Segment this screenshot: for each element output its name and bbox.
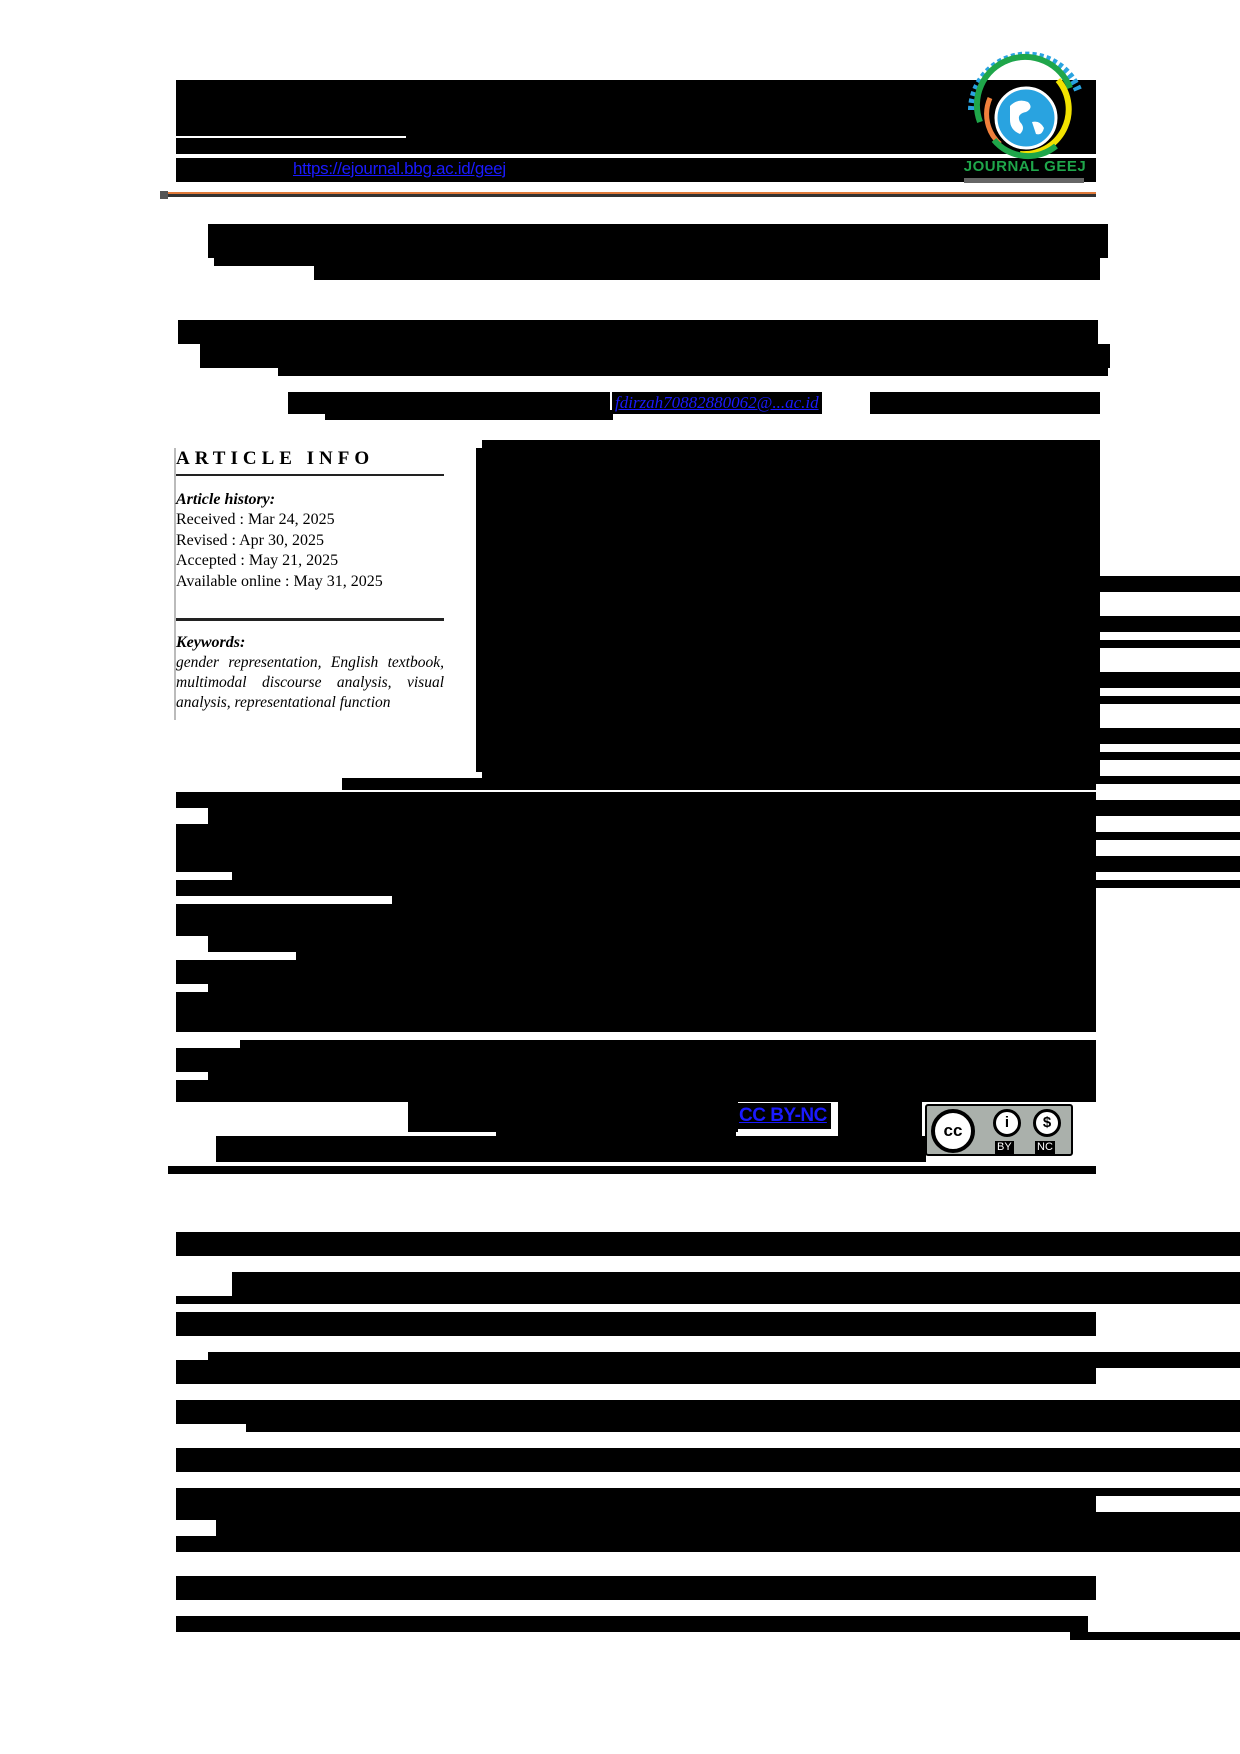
article-info-panel — [176, 448, 444, 713]
available-online-date: Available online : May 31, 2025 — [176, 572, 383, 590]
redacted-abstract-line — [1092, 672, 1240, 688]
abstract-bottom-rule — [168, 1166, 1096, 1174]
journal-logo — [960, 40, 1090, 190]
redacted-abstract-body — [176, 880, 1096, 896]
redacted-paragraph-line — [192, 1488, 1240, 1496]
redacted-abstract-line — [1092, 696, 1240, 704]
redacted-abstract-line — [1092, 616, 1240, 632]
keywords-label: Keywords: — [176, 634, 246, 651]
redacted-abstract-line — [1092, 640, 1240, 648]
globe-logo-icon — [960, 40, 1090, 160]
redacted-abstract-body — [176, 1080, 1096, 1102]
redacted-abstract-body — [176, 824, 1096, 872]
redacted-paragraph-line — [216, 1512, 1240, 1552]
redacted-abstract-line — [1092, 856, 1240, 872]
redacted-abstract-body — [476, 448, 486, 772]
badge-by-label: BY — [997, 1141, 1012, 1153]
redacted-abstract-line — [1092, 776, 1240, 784]
redacted-paragraph-line — [246, 1400, 1240, 1432]
redacted-paragraph-line — [176, 1448, 1240, 1472]
journal-homepage-link[interactable]: https://ejournal.bbg.ac.id/geej — [290, 158, 509, 180]
logo-subtitle-redacted — [964, 178, 1084, 183]
attribution-person-icon: i — [993, 1109, 1021, 1137]
redacted-corresponding-label — [325, 410, 613, 420]
redacted-abstract-body — [342, 778, 1096, 790]
redacted-journal-title — [176, 80, 1096, 128]
header-divider-shadow — [168, 194, 1096, 197]
redacted-abstract-body — [176, 960, 1096, 984]
article-info-divider — [176, 474, 444, 476]
accepted-date: Accepted : May 21, 2025 — [176, 552, 339, 569]
logo-label: JOURNAL GEEJ — [963, 158, 1087, 175]
redacted-abstract-line — [1092, 832, 1240, 840]
redacted-paragraph-line — [1070, 1632, 1240, 1640]
received-date: Received : Mar 24, 2025 — [176, 511, 335, 528]
redacted-author-names — [178, 320, 1098, 344]
redacted-paragraph-line — [176, 1576, 1096, 1600]
redacted-abstract-body — [176, 792, 1096, 808]
redacted-affiliation — [278, 358, 1108, 376]
creative-commons-icon: cc — [931, 1109, 975, 1153]
redacted-affiliation-tail — [870, 392, 1100, 414]
redacted-abstract-line — [1092, 800, 1240, 816]
redacted-journal-meta — [176, 138, 1096, 154]
article-info-divider — [176, 618, 444, 621]
redacted-abstract-body — [176, 992, 1096, 1032]
corresponding-author-email-link[interactable]: fdirzah70882880062@...ac.id — [612, 392, 822, 414]
article-info-heading: ARTICLE INFO — [176, 448, 375, 469]
badge-nc-label: NC — [1037, 1141, 1053, 1153]
cc-by-nc-badge[interactable] — [925, 1104, 1073, 1156]
redacted-abstract-body — [208, 928, 1096, 952]
keywords-list: gender representation, English textbook, multimodal discourse analysis, visual analysis, representational function — [176, 654, 444, 711]
redacted-abstract-line — [1092, 576, 1240, 592]
redacted-abstract-body — [240, 1040, 1096, 1048]
redacted-section-heading — [176, 1232, 1240, 1256]
redacted-abstract-body — [482, 440, 1100, 780]
redacted-abstract-line — [1092, 880, 1240, 888]
redacted-journal-title — [176, 128, 406, 136]
redacted-abstract-line — [1092, 728, 1240, 744]
article-history-label: Article history: — [176, 491, 276, 508]
non-commercial-icon: $ — [1033, 1109, 1061, 1137]
redacted-abstract-body — [176, 1048, 1096, 1072]
redacted-abstract-body — [296, 952, 1096, 960]
redacted-paragraph-line — [208, 1352, 1240, 1368]
revised-date: Revised : Apr 30, 2025 — [176, 531, 324, 549]
redacted-abstract-body — [392, 896, 1096, 904]
redacted-paragraph-line — [176, 1312, 1096, 1336]
redacted-corresponding-note — [216, 1136, 926, 1162]
redacted-paragraph-line — [176, 1616, 1088, 1632]
header-divider-cap — [160, 191, 168, 199]
redacted-paragraph-line — [176, 1296, 1240, 1304]
license-link[interactable]: CC BY-NC — [735, 1103, 831, 1129]
redacted-abstract-line — [1092, 752, 1240, 760]
redacted-title-line — [314, 256, 1100, 280]
